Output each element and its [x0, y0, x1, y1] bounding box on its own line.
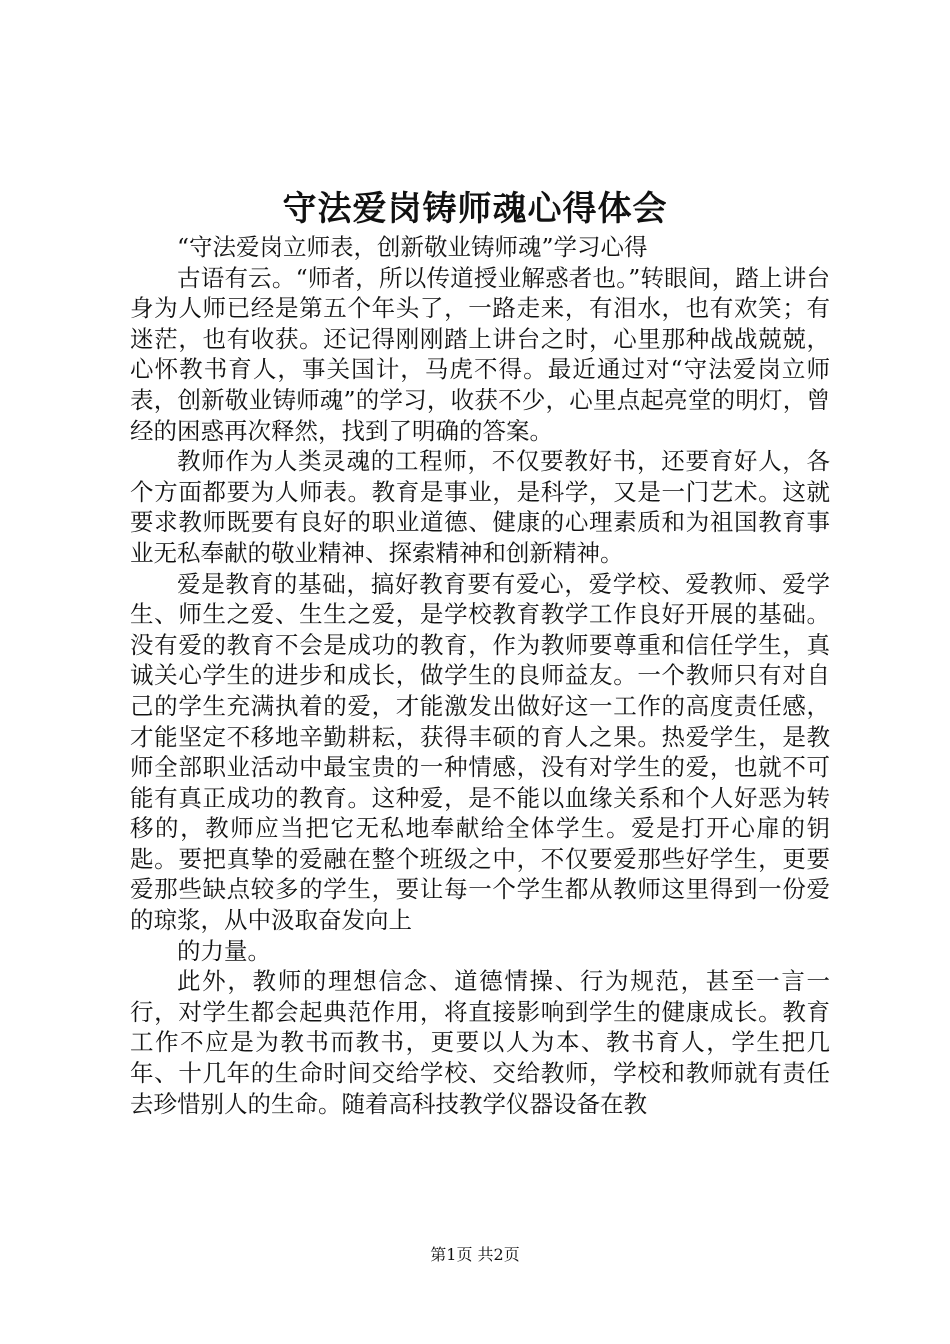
body-paragraph: 的力量。 — [177, 936, 271, 965]
body-paragraph: 此外，教师的理想信念、道德情操、行为规范，甚至一言一行，对学生都会起典范作用，将直接影响到学生的健康成长。教育工作不应是为教书而教书，更要以人为本、教书育人，学生把几年、十几年的生命时间交给学校、交给教师，学校和教师就有责任去珍惜别人的生命。随着高科技教学仪器设备在教 — [130, 967, 830, 1118]
page-number-footer: 第1页 共2页 — [430, 1245, 520, 1264]
subtitle-paragraph: “守法爱岗立师表，创新敬业铸师魂”学习心得 — [177, 233, 648, 261]
body-paragraph: 古语有云。“师者，所以传道授业解惑者也。”转眼间，踏上讲台身为人师已经是第五个年头了，一路走来，有泪水，也有欢笑；有迷茫，也有收获。还记得刚刚踏上讲台之时，心里那种战战兢兢，心怀教书育人，事关国计，马虎不得。最近通过对“守法爱岗立师表，创新敬业铸师魂”的学习，收获不少，心里点起亮堂的明灯，曾经的困惑再次释然，找到了明确的答案。 — [130, 263, 830, 445]
body-paragraph: 爱是教育的基础，搞好教育要有爱心，爱学校、爱教师、爱学生、师生之爱、生生之爱，是学校教育教学工作良好开展的基础。没有爱的教育不会是成功的教育，作为教师要尊重和信任学生，真诚关心学生的进步和成长，做学生的良师益友。一个教师只有对自己的学生充满执着的爱，才能激发出做好这一工作的高度责任感，才能坚定不移地辛勤耕耘，获得丰硕的育人之果。热爱学生，是教师全部职业活动中最宝贵的一种情感，没有对学生的爱，也就不可能有真正成功的教育。这种爱，是不能以血缘关系和个人好恶为转移的，教师应当把它无私地奉献给全体学生。爱是打开心扉的钥匙。要把真挚的爱融在整个班级之中，不仅要爱那些好学生，更要爱那些缺点较多的学生，要让每一个学生都从教师这里得到一份爱的琼浆，从中汲取奋发向上 — [130, 569, 830, 935]
document-title: 守法爱岗铸师魂心得体会 — [282, 189, 668, 229]
document-body — [130, 232, 830, 1119]
body-paragraph: 教师作为人类灵魂的工程师，不仅要教好书，还要育好人，各个方面都要为人师表。教育是事业，是科学，又是一门艺术。这就要求教师既要有良好的职业道德、健康的心理素质和为祖国教育事业无私奉献的敬业精神、探索精神和创新精神。 — [130, 447, 830, 567]
